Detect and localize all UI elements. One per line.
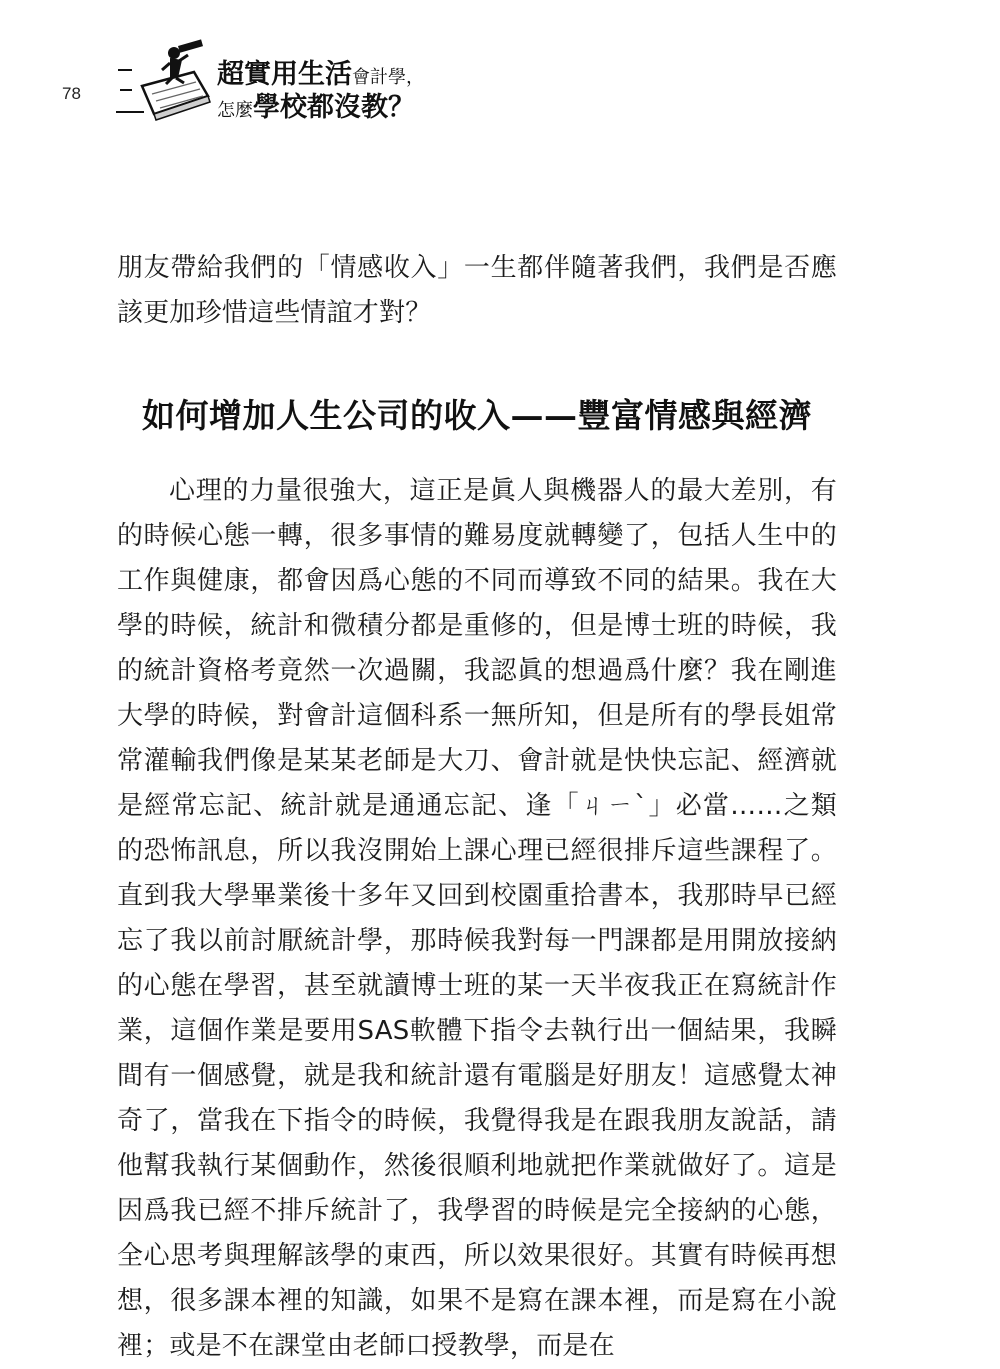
header-title-segment: 超實用 xyxy=(217,59,298,90)
header-title-segment: 學校都沒教？ xyxy=(253,92,415,123)
header-title-line-2 xyxy=(217,85,415,124)
intro-paragraph: 朋友帶給我們的「情感收入」一生都伴隨著我們，我們是否應該更加珍惜這些情誼才對？ xyxy=(117,253,837,328)
header-title-segment: 會計學， xyxy=(352,67,424,88)
header-illustration xyxy=(112,38,222,122)
section-heading: 如何增加人生公司的收入——豐富情感與經濟 xyxy=(142,396,812,435)
page-number: 78 xyxy=(62,84,81,103)
header-title-segment: 生活 xyxy=(298,59,352,90)
running-header xyxy=(112,38,432,128)
header-title-segment: 怎麼 xyxy=(217,100,253,121)
body-paragraph: 心理的力量很強大，這正是眞人與機器人的最大差別，有的時候心態一轉，很多事情的難易度就轉變了，包括人生中的工作與健康，都會因爲心態的不同而導致不同的結果。我在大學的時候，統計和微積分都是重修的，但是博士班的時候，我的統計資格考竟然一次過關，我認眞的想過爲什麼？我在剛進大學的時候，對會計這個科系一無所知，但是所有的學長姐常常灌輸我們像是某某老師是大刀、會計就是快快忘記、經濟就是經常忘記、統計就是通通忘記、逢「ㄐㄧˋ」必當……之類的恐怖訊息，所以我沒開始上課心理已經很排斥這些課程了。直到我大學畢業後十多年又回到校園重拾書本，我那時早已經忘了我以前討厭統計學，那時候我對每一門課都是用開放接納的心態在學習，甚至就讀博士班的某一天半夜我正在寫統計作業，這個作業是要用SAS軟體下指令去執行出一個結果，我瞬間有一個感覺，就是我和統計還有電腦是好朋友！這感覺太神奇了，當我在下指令的時候，我覺得我是在跟我朋友說話，請他幫我執行某個動作，然後很順利地就把作業就做好了。這是因爲我已經不排斥統計了，我學習的時候是完全接納的心態，全心思考與理解該學的東西，所以效果很好。其實有時候再想想，很多課本裡的知識，如果不是寫在課本裡，而是寫在小說裡；或是不在課堂由老師口授教學，而是在 xyxy=(117,476,837,1361)
page-content xyxy=(117,246,837,1369)
